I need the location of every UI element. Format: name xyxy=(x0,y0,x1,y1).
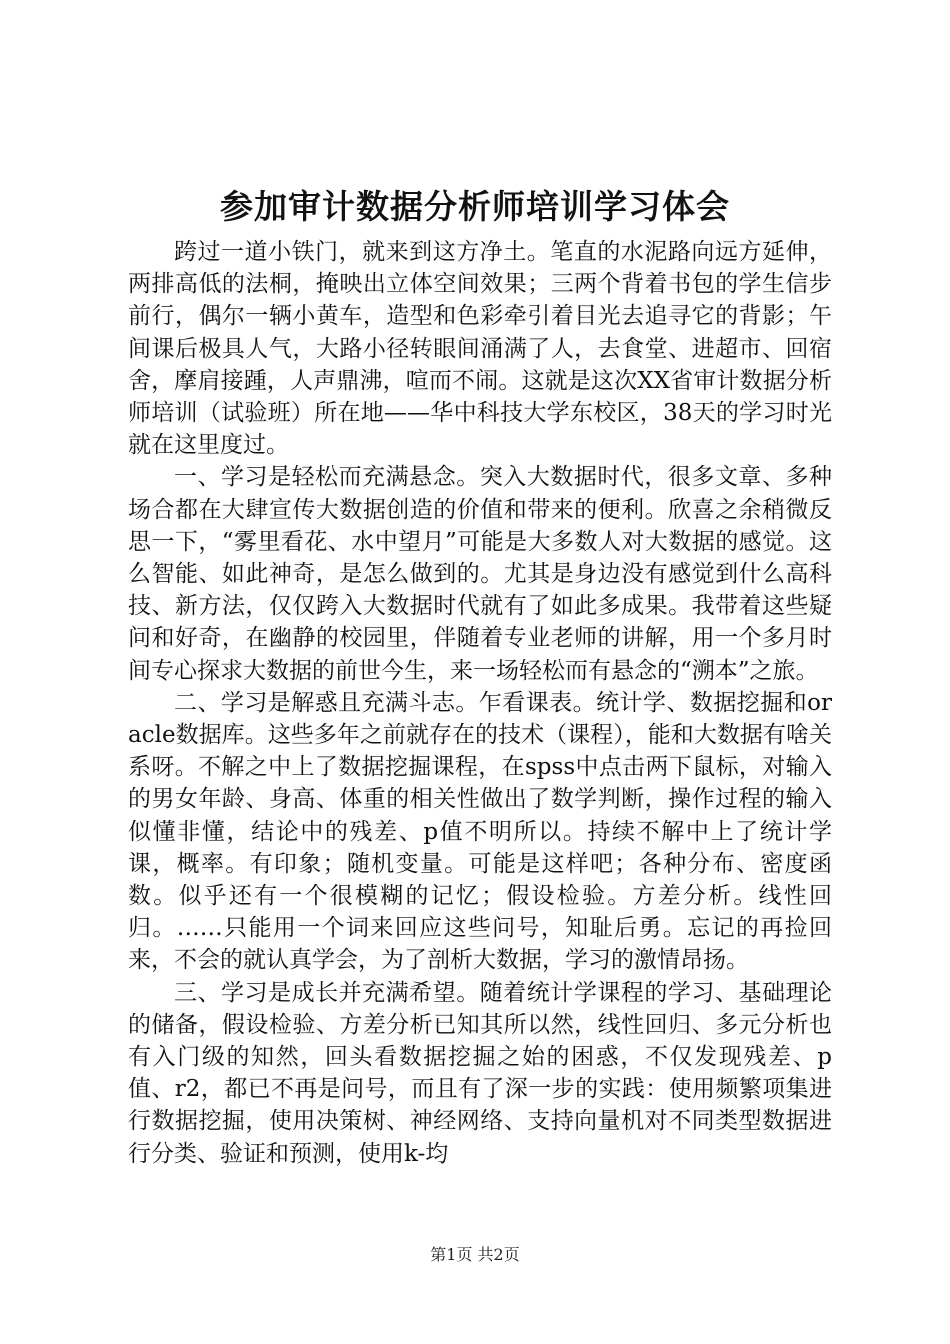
paragraph-section-3: 三、学习是成长并充满希望。随着统计学课程的学习、基础理论的储备，假设检验、方差分析已知其所以然，线性回归、多元分析也有入门级的知然，回头看数据挖掘之始的困惑，不仅发现残差、p值、r2，都已不再是问号，而且有了深一步的实践：使用频繁项集进行数据挖掘，使用决策树、神经网络、支持向量机对不同类型数据进行分类、验证和预测，使用k-均 xyxy=(128,979,832,1167)
paragraph-section-2: 二、学习是解惑且充满斗志。乍看课表。统计学、数据挖掘和oracle数据库。这些多年之前就存在的技术（课程），能和大数据有啥关系呀。不解之中上了数据挖掘课程，在spss中点击两下鼠标，对输入的男女年龄、身高、体重的相关性做出了数学判断，操作过程的输入似懂非懂，结论中的残差、p值不明所以。持续不解中上了统计学课，概率。有印象；随机变量。可能是这样吧；各种分布、密度函数。似乎还有一个很模糊的记忆；假设检验。方差分析。线性回归。……只能用一个词来回应这些问号，知耻后勇。忘记的再捡回来，不会的就认真学会，为了剖析大数据，学习的激情昂扬。 xyxy=(128,689,832,974)
paragraph-section-1: 一、学习是轻松而充满悬念。突入大数据时代，很多文章、多种场合都在大肆宣传大数据创造的价值和带来的便利。欣喜之余稍微反思一下，“雾里看花、水中望月”可能是大多数人对大数据的感觉。这么智能、如此神奇，是怎么做到的。尤其是身边没有感觉到什么高科技、新方法，仅仅跨入大数据时代就有了如此多成果。我带着这些疑问和好奇，在幽静的校园里，伴随着专业老师的讲解，用一个多月时间专心探求大数据的前世今生，来一场轻松而有悬念的“溯本”之旅。 xyxy=(128,464,832,684)
document-body xyxy=(128,236,832,1170)
document-title: 参加审计数据分析师培训学习体会 xyxy=(220,187,730,226)
page-footer: 第1页 共2页 xyxy=(430,1245,520,1264)
paragraph-intro: 跨过一道小铁门，就来到这方净土。笔直的水泥路向远方延伸，两排高低的法桐，掩映出立体空间效果；三两个背着书包的学生信步前行，偶尔一辆小黄车，造型和色彩牵引着目光去追寻它的背影；午间课后极具人气，大路小径转眼间涌满了人，去食堂、进超市、回宿舍，摩肩接踵，人声鼎沸，喧而不闹。这就是这次XX省审计数据分析师培训（试验班）所在地——华中科技大学东校区，38天的学习时光就在这里度过。 xyxy=(128,239,832,459)
